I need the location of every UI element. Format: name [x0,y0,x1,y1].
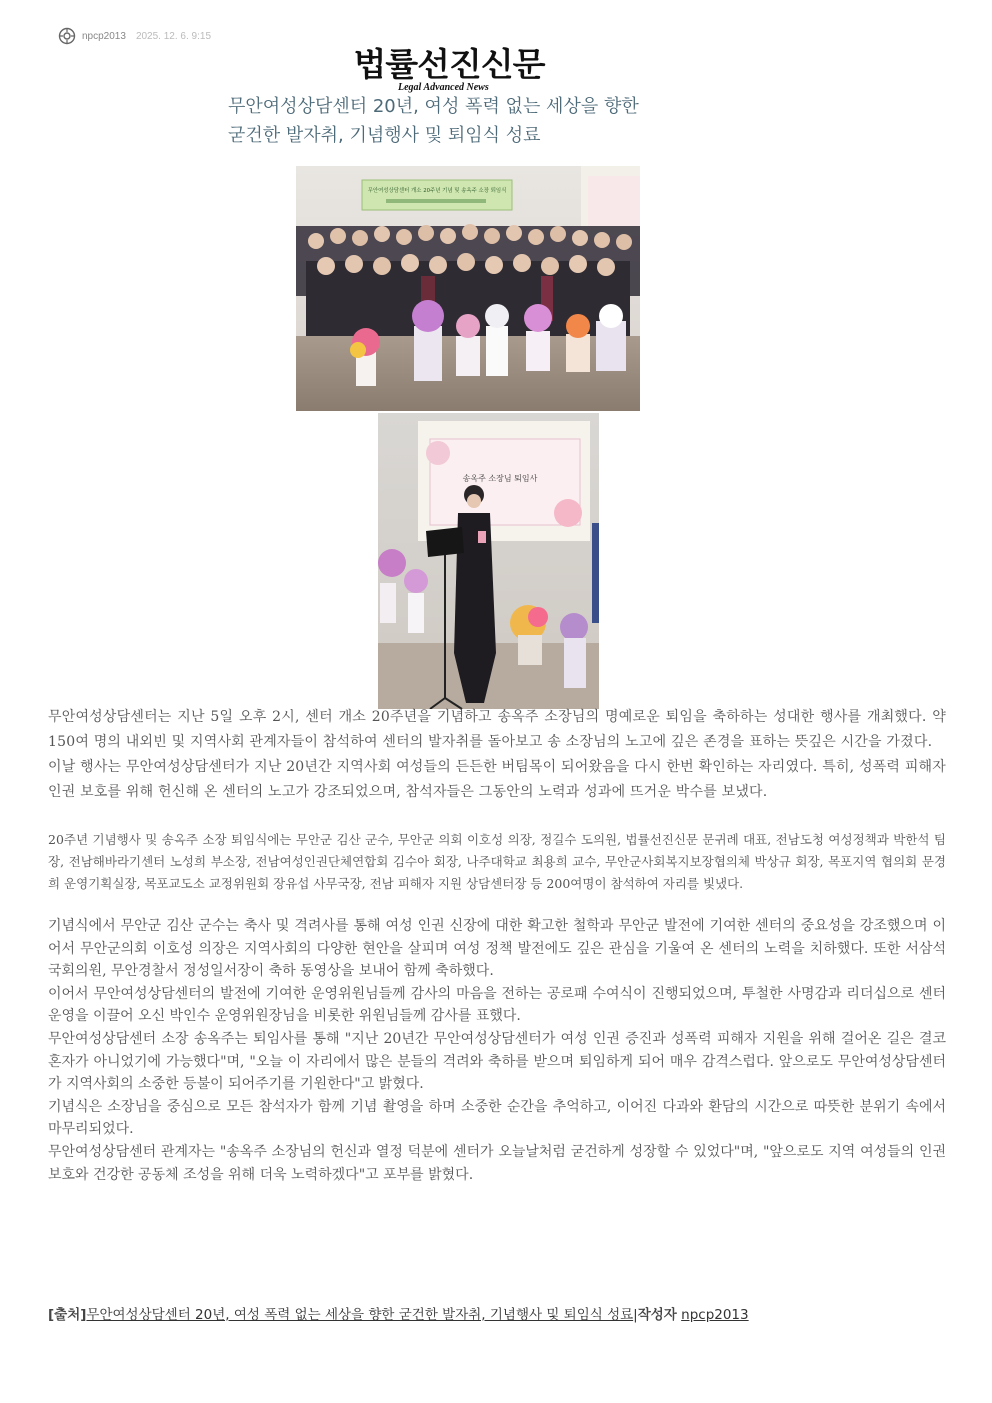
group-banner-text: 무안여성상담센터 개소 20주년 기념 및 송옥주 소장 퇴임식 [367,188,507,194]
article-paragraph-award: 이어서 무안여성상담센터의 발전에 기여한 운영위원님들께 감사의 마음을 전하는 공로패 수여식이 진행되었으며, 투철한 사명감과 리더십으로 센터 운영을 이끌어 오신 박인수 운영위원장님을 비롯한 위원님들께 감사를 표했다. [48,985,946,1025]
speech-photo [378,413,599,709]
newspaper-name: 법률선진신문 [353,46,545,84]
headline-line-2: 굳건한 발자취, 기념행사 및 퇴임식 성료 [228,125,541,146]
article-paragraph-closing: 기념식은 소장님을 중심으로 모든 참석자가 함께 기념 촬영을 하며 소중한 순간을 추억하고, 이어진 다과와 환담의 시간으로 따뜻한 분위기 속에서 마무리되었다. [48,1098,946,1138]
attendees-paragraph: 20주년 기념행사 및 송옥주 소장 퇴임식에는 무안군 김산 군수, 무안군 의회 이호성 의장, 정길수 도의원, 법률선진신문 문귀례 대표, 전남도청 여성정책과 박한석 팀장, 전남해바라기센터 노성희 부소장, 전남여성인권단체연합회 김수아 회장, 나주대학교 최용희 교수, 무안군사회복지보장협의체 박상규 회장, 목포지역 협의회 문경희 운영기획실장, 목포교도소 교정위원회 장유섭 사무국장, 전남 피해자 지원 상담센터장 등 200여명이 참석하여 자리를 빛냈다. [48,832,946,891]
source-separator: | [633,1307,638,1323]
newspaper-subtitle: Legal Advanced News [398,82,489,93]
article-paragraph-speech: 무안여성상담센터 소장 송옥주는 퇴임사를 통해 "지난 20년간 무안여성상담센터가 여성 인권 증진과 성폭력 피해자 지원을 위해 걸어온 길은 결코 혼자가 아니었기에 가능했다"며, "오늘 이 자리에서 많은 분들의 격려와 축하를 받으며 퇴임하게 되어 매우 감격스럽다. 앞으로도 무안여성상담센터가 지역사회의 소중한 등불이 되어주기를 기원한다"고 밝혔다. [48,1030,946,1093]
article-body [48,705,946,1186]
post-date: 2025. 12. 6. 9:15 [135,30,212,42]
source-label: [출처] [48,1307,87,1323]
source-title-link[interactable]: 무안여성상담센터 20년, 여성 폭력 없는 세상을 향한 굳건한 발자취, 기념행사 및 퇴임식 성료 [86,1307,634,1323]
headline-line-1: 무안여성상담센터 20년, 여성 폭력 없는 세상을 향한 [228,96,639,117]
post-author[interactable]: npcp2013 [82,30,126,42]
source-line [48,1303,948,1323]
group-photo [296,166,640,411]
article-paragraph-ceremony: 기념식에서 무안군 김산 군수는 축사 및 격려사를 통해 여성 인권 신장에 대한 확고한 철학과 무안군 발전에 기여한 센터의 중요성을 강조했으며 이어서 무안군의회 이호성 의장은 지역사회의 다양한 현안을 살피며 여성 정책 발전에도 깊은 관심을 기울여 온 센터의 노력을 치하했다. 또한 서삼석 국회의원, 무안경찰서 정성일서장이 축하 동영상을 보내어 함께 축하했다. [48,918,946,980]
article-lead-paragraph-2: 이날 행사는 무안여성상담센터가 지난 20년간 지역사회 여성들의 든든한 버팀목이 되어왔음을 다시 한번 확인하는 자리였다. 특히, 성폭력 피해자 인권 보호를 위해 헌신해 온 센터의 노고가 강조되었으며, 참석자들은 그동안의 노력과 성과에 뜨거운 박수를 보냈다. [48,759,946,800]
article-paragraph-quote: 무안여성상담센터 관계자는 "송옥주 소장님의 헌신과 열정 덕분에 센터가 오늘날처럼 굳건하게 성장할 수 있었다"며, "앞으로도 지역 여성들의 인권 보호와 건강한 공동체 조성을 위해 더욱 노력하겠다"고 포부를 밝혔다. [48,1143,946,1183]
article-headline [228,92,748,150]
post-meta [58,27,211,45]
source-author-link[interactable]: npcp2013 [681,1307,749,1323]
article-lead-paragraph: 무안여성상담센터는 지난 5일 오후 2시, 센터 개소 20주년을 기념하고 송옥주 소장님의 명예로운 퇴임을 축하하는 성대한 행사를 개최했다. 약 150여 명의 내외빈 및 지역사회 관계자들이 참석하여 센터의 발자취를 돌아보고 송 소장님의 노고에 깊은 존경을 표하는 뜻깊은 시간을 가졌다. [48,709,946,750]
source-author-label: 작성자 [637,1307,677,1323]
blog-logo-icon [58,27,76,45]
speech-slide-text: 송옥주 소장님 퇴임사 [462,474,538,483]
newspaper-masthead [338,46,560,93]
